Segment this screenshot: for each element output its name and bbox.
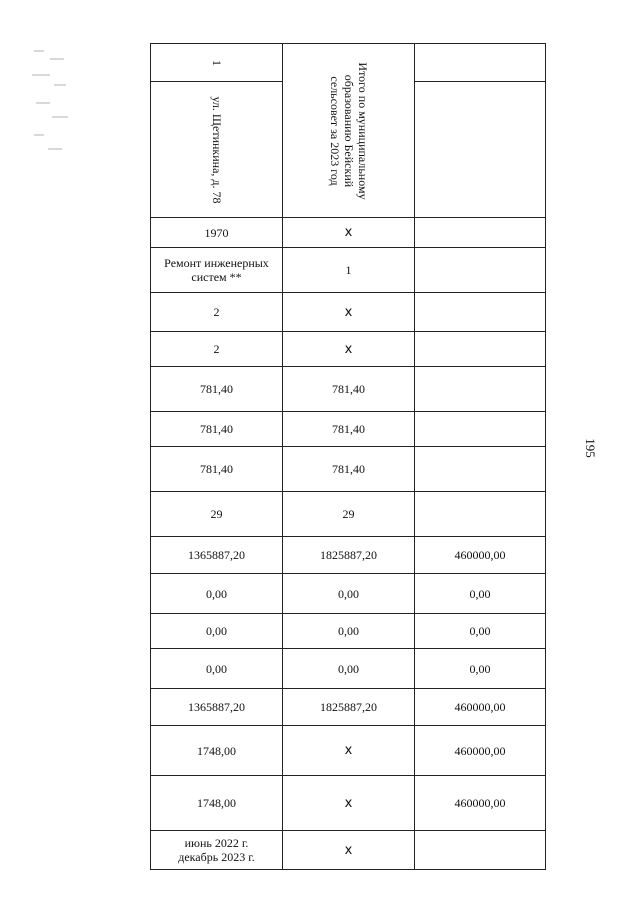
table-row: [151, 492, 546, 537]
table-cell-col2: x: [283, 726, 415, 776]
table-row: [151, 614, 546, 649]
table-cell-col2: x: [283, 776, 415, 831]
table-cell-col3: 0,00: [415, 649, 546, 689]
table-cell-col3: [415, 412, 546, 447]
header-row-1: [151, 44, 546, 82]
table-cell-col1: 0,00: [151, 649, 283, 689]
table-cell-col2: 781,40: [283, 412, 415, 447]
table-cell-col2: 29: [283, 492, 415, 537]
table-cell-col2: 1825887,20: [283, 689, 415, 726]
table-cell-col3: [415, 332, 546, 367]
table-cell-col3: [415, 248, 546, 293]
table-row: [151, 332, 546, 367]
header-col1-address-cell: [151, 82, 283, 218]
table-cell-col1: 781,40: [151, 412, 283, 447]
table-row: [151, 248, 546, 293]
table-cell-col1: 1748,00: [151, 776, 283, 831]
table-row: [151, 218, 546, 248]
header-col1-number-cell: [151, 44, 283, 82]
table-cell-col1: 0,00: [151, 614, 283, 649]
table-row: [151, 649, 546, 689]
table-cell-col1: июнь 2022 г. декабрь 2023 г.: [151, 831, 283, 870]
table-cell-col3: 0,00: [415, 614, 546, 649]
table-cell-col2: x: [283, 332, 415, 367]
table-cell-col3: 0,00: [415, 574, 546, 614]
table-cell-col3: [415, 447, 546, 492]
table-cell-col1: 1748,00: [151, 726, 283, 776]
page-number: 195: [583, 438, 598, 458]
table-cell-col3: 460000,00: [415, 537, 546, 574]
table-row: [151, 367, 546, 412]
table-cell-col2: 1825887,20: [283, 537, 415, 574]
header-col3-top-cell: [415, 44, 546, 82]
table-cell-col1: 1365887,20: [151, 537, 283, 574]
header-col1-address: ул. Щетинкина, д. 78: [209, 95, 224, 204]
table-cell-col2: 0,00: [283, 614, 415, 649]
table-cell-col3: 460000,00: [415, 689, 546, 726]
table-cell-col2: x: [283, 218, 415, 248]
table-cell-col2: x: [283, 831, 415, 870]
table-row: [151, 574, 546, 614]
table-row: [151, 293, 546, 332]
table-cell-col2: x: [283, 293, 415, 332]
table-cell-col3: [415, 293, 546, 332]
margin-scan-marks: [28, 44, 76, 164]
table-cell-col2: 0,00: [283, 574, 415, 614]
table-row: [151, 776, 546, 831]
table-cell-col3: 460000,00: [415, 726, 546, 776]
table-cell-col2: 781,40: [283, 447, 415, 492]
table-cell-col1: 29: [151, 492, 283, 537]
header-col1-number: 1: [209, 59, 224, 66]
table-cell-col3: [415, 831, 546, 870]
table-row: [151, 447, 546, 492]
header-col3-bottom-cell: [415, 82, 546, 218]
table-cell-col1: 2: [151, 332, 283, 367]
table-cell-col3: [415, 492, 546, 537]
table-cell-col3: [415, 367, 546, 412]
header-col2-title-cell: [283, 44, 415, 218]
table-cell-col3: [415, 218, 546, 248]
table-row: [151, 831, 546, 870]
table-row: [151, 689, 546, 726]
table-cell-col2: 1: [283, 248, 415, 293]
table-cell-col1: Ремонт инженерных систем **: [151, 248, 283, 293]
table-cell-col1: 1365887,20: [151, 689, 283, 726]
table-cell-col1: 1970: [151, 218, 283, 248]
header-col2-title: Итого по муниципальному образованию Бейский сельсовет за 2023 год: [327, 61, 370, 200]
table-cell-col2: 0,00: [283, 649, 415, 689]
table-cell-col1: 2: [151, 293, 283, 332]
table-cell-col1: 0,00: [151, 574, 283, 614]
table-cell-col1: 781,40: [151, 447, 283, 492]
data-table: [150, 43, 546, 870]
table-row: [151, 537, 546, 574]
table-row: [151, 412, 546, 447]
table-cell-col1: 781,40: [151, 367, 283, 412]
table-cell-col3: 460000,00: [415, 776, 546, 831]
table-row: [151, 726, 546, 776]
table-cell-col2: 781,40: [283, 367, 415, 412]
